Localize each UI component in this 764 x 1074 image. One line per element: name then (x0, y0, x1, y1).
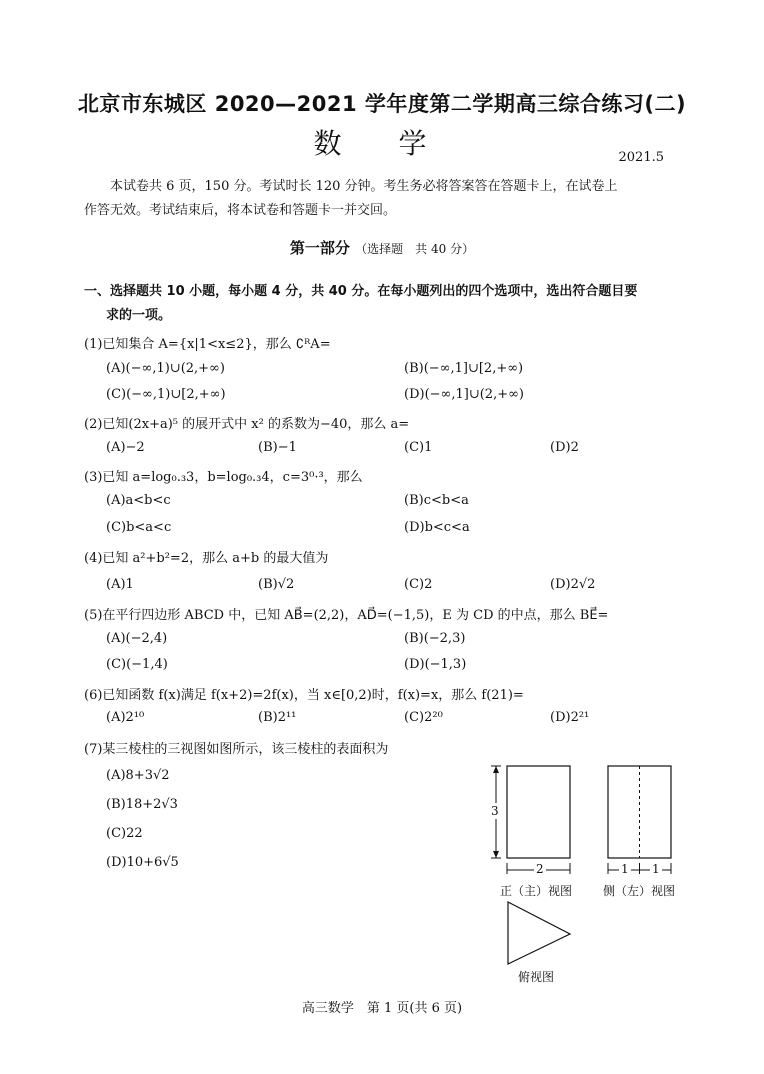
q7-option-d: (D)10+6√5 (106, 855, 179, 870)
q7-option-a: (A)8+3√2 (106, 768, 170, 783)
dim-height-label: 3 (491, 804, 499, 818)
dim-half-left-label: 1 (621, 862, 629, 876)
q6-option-b: (B)2¹¹ (258, 710, 297, 725)
q2-stem: (2)已知(2x+a)⁵ 的展开式中 x² 的系数为−40，那么 a= (84, 417, 410, 432)
q1-stem: (1)已知集合 A={x|1<x≤2}，那么 ∁ᴿA= (84, 337, 331, 352)
intro-line-1: 本试卷共 6 页，150 分。考试时长 120 分钟。考生务必将答案答在答题卡上，在试卷上 (110, 179, 618, 194)
page-footer: 高三数学 第 1 页(共 6 页) (301, 1001, 463, 1016)
q4-stem: (4)已知 a²+b²=2，那么 a+b 的最大值为 (84, 551, 329, 566)
q6-option-c: (C)2²⁰ (404, 710, 443, 725)
q1-option-c: (C)(−∞,1)∪[2,+∞) (106, 387, 226, 402)
exam-subject: 数 学 (313, 127, 451, 160)
dim-width-label: 2 (536, 862, 544, 876)
height-arrow-top (493, 766, 499, 773)
part-note: （选择题 共 40 分） (355, 242, 475, 256)
intro-line-2: 作答无效。考试结束后，将本试卷和答题卡一并交回。 (84, 203, 397, 218)
q1-option-a: (A)(−∞,1)∪(2,+∞) (106, 361, 225, 376)
q4-option-c: (C)2 (404, 577, 433, 592)
front-view-label: 正（主）视图 (500, 884, 573, 898)
q2-option-a: (A)−2 (106, 440, 145, 455)
section-instruction-2: 求的一项。 (106, 308, 172, 323)
section-instruction-1: 一、选择题共 10 小题，每小题 4 分，共 40 分。在每小题列出的四个选项中，选出符合题目要 (84, 284, 638, 299)
q1-option-b: (B)(−∞,1]∪[2,+∞) (404, 361, 524, 376)
exam-date: 2021.5 (618, 150, 664, 165)
q3-option-a: (A)a<b<c (106, 493, 171, 508)
q6-stem: (6)已知函数 f(x)满足 f(x+2)=2f(x)，当 x∈[0,2)时，f(x)=x，那么 f(21)= (84, 688, 524, 703)
front-view-rect (507, 766, 570, 858)
height-arrow-bottom (493, 851, 499, 858)
q4-option-b: (B)√2 (258, 577, 295, 592)
q5-option-b: (B)(−2,3) (404, 631, 466, 646)
q5-stem: (5)在平行四边形 ABCD 中，已知 AB⃗=(2,2)，AD⃗=(−1,5)，E 为 CD 的中点，那么 BE⃗= (84, 608, 609, 623)
q7-stem: (7)某三棱柱的三视图如图所示，该三棱柱的表面积为 (84, 742, 389, 757)
q6-option-a: (A)2¹⁰ (106, 710, 145, 725)
side-view-label: 侧（左）视图 (603, 884, 676, 898)
dim-half-right-label: 1 (652, 862, 660, 876)
q7-option-b: (B)18+2√3 (106, 797, 178, 812)
exam-title: 北京市东城区 2020—2021 学年度第二学期高三综合练习(二) (77, 92, 687, 116)
q4-option-a: (A)1 (106, 577, 134, 592)
q2-option-b: (B)−1 (258, 440, 297, 455)
q7-option-c: (C)22 (106, 826, 143, 841)
q6-option-d: (D)2²¹ (550, 710, 590, 725)
q3-option-d: (D)b<c<a (404, 520, 470, 535)
top-view-label: 俯视图 (518, 970, 555, 984)
q1-option-d: (D)(−∞,1]∪(2,+∞) (404, 387, 524, 402)
q5-option-d: (D)(−1,3) (404, 657, 467, 672)
q2-option-d: (D)2 (550, 440, 579, 455)
q5-option-c: (C)(−1,4) (106, 657, 168, 672)
q2-option-c: (C)1 (404, 440, 433, 455)
q5-option-a: (A)(−2,4) (106, 631, 168, 646)
q4-option-d: (D)2√2 (550, 577, 596, 592)
top-view-triangle (508, 902, 570, 964)
q3-option-b: (B)c<b<a (404, 493, 469, 508)
q3-option-c: (C)b<a<c (106, 520, 172, 535)
part-title: 第一部分 (289, 239, 350, 257)
q3-stem: (3)已知 a=log₀.₃3，b=log₀.₃4，c=3⁰·³，那么 (84, 470, 363, 485)
